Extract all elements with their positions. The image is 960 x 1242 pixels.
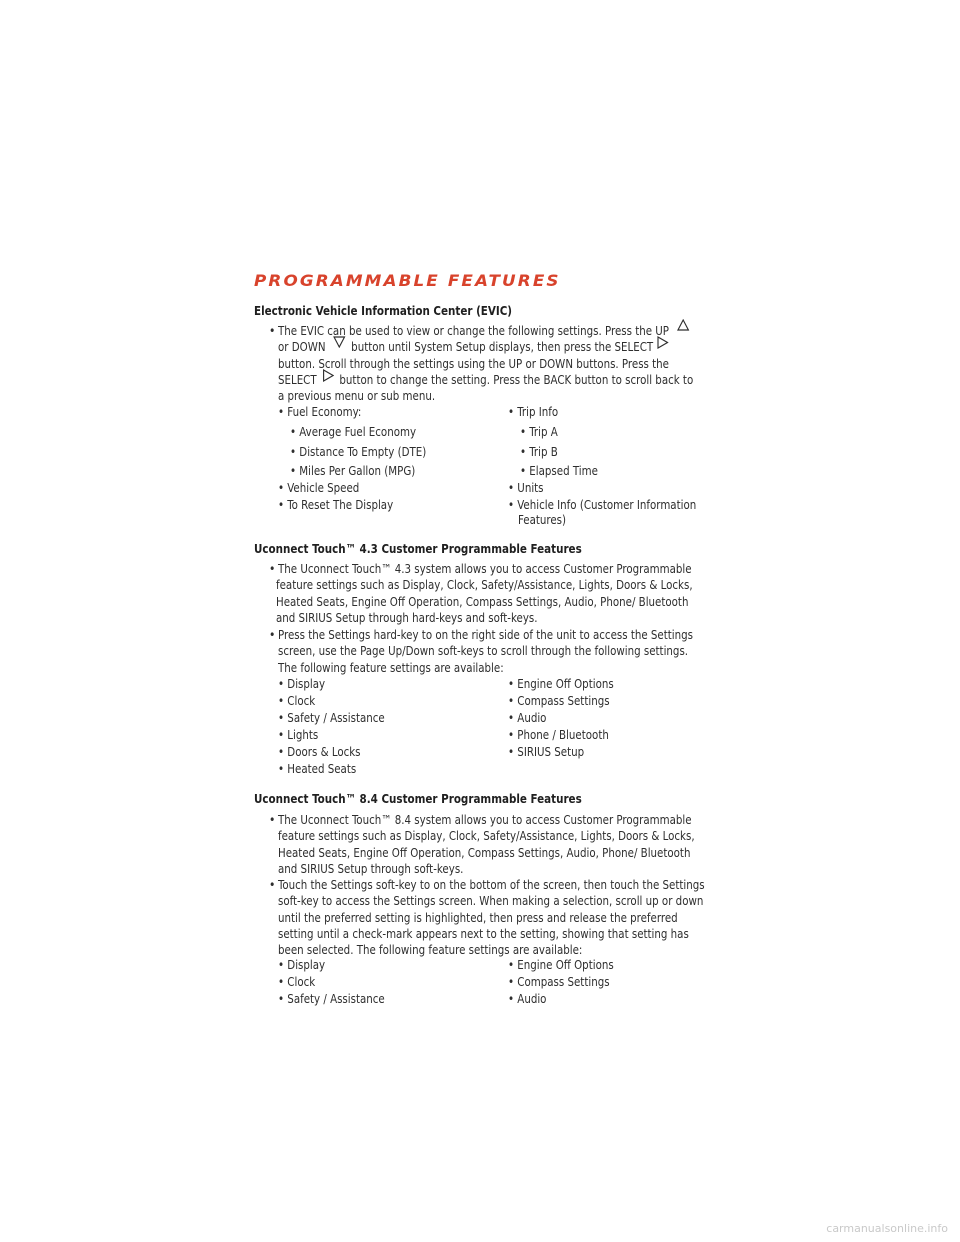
bullet: • bbox=[269, 878, 276, 892]
evic-line-2: or DOWN button until System Setup displays, then press the SELECT bbox=[278, 339, 716, 355]
list-item: • Compass Settings bbox=[508, 694, 610, 708]
bullet: • bbox=[269, 813, 276, 827]
list-item: • Engine Off Options bbox=[508, 677, 614, 691]
text-line: feature settings such as Display, Clock, Safety/Assistance, Lights, Doors & Locks, bbox=[278, 829, 695, 844]
text-line: Heated Seats, Engine Off Operation, Compass Settings, Audio, Phone/ Bluetooth bbox=[276, 594, 689, 609]
list-item: • Vehicle Info (Customer Information bbox=[508, 498, 697, 512]
list-item: • Fuel Economy: bbox=[278, 405, 362, 419]
u43-paragraph-2 bbox=[269, 627, 739, 676]
list-item: • Clock bbox=[278, 694, 316, 708]
list-item: • Miles Per Gallon (MPG) bbox=[290, 464, 416, 478]
list-item: • SIRIUS Setup bbox=[508, 745, 585, 759]
list-item: • Vehicle Speed bbox=[278, 481, 360, 495]
list-item: • Trip Info bbox=[508, 405, 559, 419]
bullet: • bbox=[269, 324, 276, 338]
section-title: PROGRAMMABLE FEATURES bbox=[254, 271, 561, 290]
u43-paragraph-1 bbox=[269, 561, 739, 626]
u84-paragraph-1 bbox=[269, 812, 739, 877]
text-line: and SIRIUS Setup through hard-keys and soft-keys. bbox=[276, 610, 538, 625]
text-line: until the preferred setting is highlighted, then press and release the preferred bbox=[278, 910, 678, 925]
list-item: • Distance To Empty (DTE) bbox=[290, 445, 427, 459]
text-line: setting until a check-mark appears next to the setting, showing that setting has bbox=[278, 926, 689, 941]
text-line: screen, use the Page Up/Down soft-keys to scroll through the following settings. bbox=[278, 644, 689, 659]
list-item: • Audio bbox=[508, 992, 547, 1006]
text-line: The following feature settings are available: bbox=[278, 660, 504, 675]
text-line: Touch the Settings soft-key to on the bottom of the screen, then touch the Settings bbox=[278, 878, 705, 892]
list-item: • Audio bbox=[508, 711, 547, 725]
list-item: • Doors & Locks bbox=[278, 745, 361, 759]
text-line: Press the Settings hard-key to on the right side of the unit to access the Settings bbox=[278, 628, 693, 642]
text-line: Heated Seats, Engine Off Operation, Compass Settings, Audio, Phone/ Bluetooth bbox=[278, 845, 691, 860]
list-item: • Elapsed Time bbox=[520, 464, 598, 478]
up-arrow-icon bbox=[677, 319, 689, 331]
list-item: • Safety / Assistance bbox=[278, 992, 385, 1006]
select-arrow-icon bbox=[657, 336, 668, 349]
watermark: carmanualsonline.info bbox=[826, 1222, 948, 1235]
list-item: • Display bbox=[278, 677, 326, 691]
text-line: and SIRIUS Setup through soft-keys. bbox=[278, 861, 464, 876]
list-item: • Heated Seats bbox=[278, 762, 357, 776]
list-item: • Display bbox=[278, 958, 326, 972]
text-line: The Uconnect Touch™ 4.3 system allows you to access Customer Programmable bbox=[278, 562, 692, 576]
bullet: • bbox=[269, 562, 276, 576]
list-item: • Lights bbox=[278, 728, 319, 742]
u43-heading: Uconnect Touch™ 4.3 Customer Programmable Features bbox=[254, 541, 582, 556]
list-item: • Engine Off Options bbox=[508, 958, 614, 972]
text-line: The Uconnect Touch™ 8.4 system allows you to access Customer Programmable bbox=[278, 813, 692, 827]
list-item: • Phone / Bluetooth bbox=[508, 728, 609, 742]
list-item: • Safety / Assistance bbox=[278, 711, 385, 725]
evic-line-4: SELECT button to change the setting. Press the BACK button to scroll back to bbox=[278, 372, 716, 388]
list-item: • To Reset The Display bbox=[278, 498, 394, 512]
bullet: • bbox=[269, 628, 276, 642]
list-item: Features) bbox=[518, 513, 567, 527]
u84-heading: Uconnect Touch™ 8.4 Customer Programmable Features bbox=[254, 791, 582, 806]
evic-line-1: The EVIC can be used to view or change the following settings. Press the UP bbox=[278, 323, 716, 339]
evic-line-5: a previous menu or sub menu. bbox=[278, 389, 436, 404]
list-item: • Clock bbox=[278, 975, 316, 989]
list-item: • Compass Settings bbox=[508, 975, 610, 989]
list-item: • Average Fuel Economy bbox=[290, 425, 417, 439]
list-item: • Units bbox=[508, 481, 544, 495]
down-arrow-icon bbox=[333, 336, 345, 348]
u84-paragraph-2 bbox=[269, 877, 739, 958]
text-line: feature settings such as Display, Clock, Safety/Assistance, Lights, Doors & Locks, bbox=[276, 578, 693, 593]
text-line: been selected. The following feature settings are available: bbox=[278, 943, 583, 958]
list-item: • Trip B bbox=[520, 445, 558, 459]
text-line: soft-key to access the Settings screen. When making a selection, scroll up or down bbox=[278, 894, 704, 909]
list-item: • Trip A bbox=[520, 425, 558, 439]
evic-line-3: button. Scroll through the settings using the UP or DOWN buttons. Press the bbox=[278, 356, 669, 371]
evic-heading: Electronic Vehicle Information Center (EVIC) bbox=[254, 303, 513, 318]
evic-paragraph bbox=[269, 323, 739, 404]
select-arrow-icon bbox=[322, 369, 333, 382]
